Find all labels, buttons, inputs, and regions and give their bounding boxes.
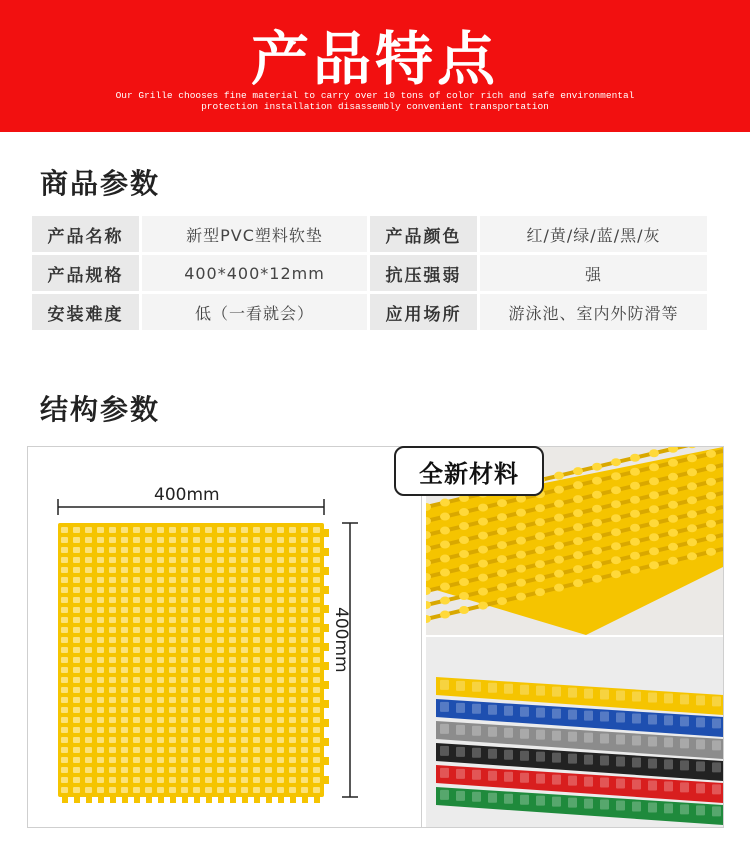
structure-figure	[27, 446, 724, 828]
params-section-title: 商品参数	[40, 167, 161, 200]
stacked-mats-photo	[426, 637, 723, 827]
param-value: 游泳池、室内外防滑等	[480, 294, 707, 330]
param-label: 应用场所	[370, 294, 477, 330]
param-value: 红/黄/绿/蓝/黑/灰	[480, 216, 707, 252]
banner-subtitle: Our Grille chooses fine material to carry over 10 tons of color rich and safe environmental protection installation disassembly convenient transportation	[115, 90, 635, 112]
colored-mat-stack	[426, 637, 723, 827]
param-label: 抗压强弱	[370, 255, 477, 291]
params-table	[32, 216, 707, 333]
structure-section-title: 结构参数	[40, 393, 161, 426]
height-dimension-label: 400mm	[331, 607, 351, 673]
header-banner	[0, 0, 750, 132]
yellow-mat-illustration	[28, 447, 422, 827]
width-dimension-label: 400mm	[154, 485, 220, 505]
new-material-badge: 全新材料	[394, 446, 544, 496]
param-label: 安装难度	[32, 294, 139, 330]
params-row	[32, 294, 707, 330]
params-row	[32, 216, 707, 252]
mat-dimension-diagram	[28, 447, 422, 827]
param-value: 强	[480, 255, 707, 291]
param-label: 产品名称	[32, 216, 139, 252]
param-label: 产品颜色	[370, 216, 477, 252]
param-label: 产品规格	[32, 255, 139, 291]
param-value: 低（一看就会）	[142, 294, 367, 330]
banner-title: 产品特点	[250, 25, 499, 93]
params-row	[32, 255, 707, 291]
param-value: 400*400*12mm	[142, 255, 367, 291]
param-value: 新型PVC塑料软垫	[142, 216, 367, 252]
